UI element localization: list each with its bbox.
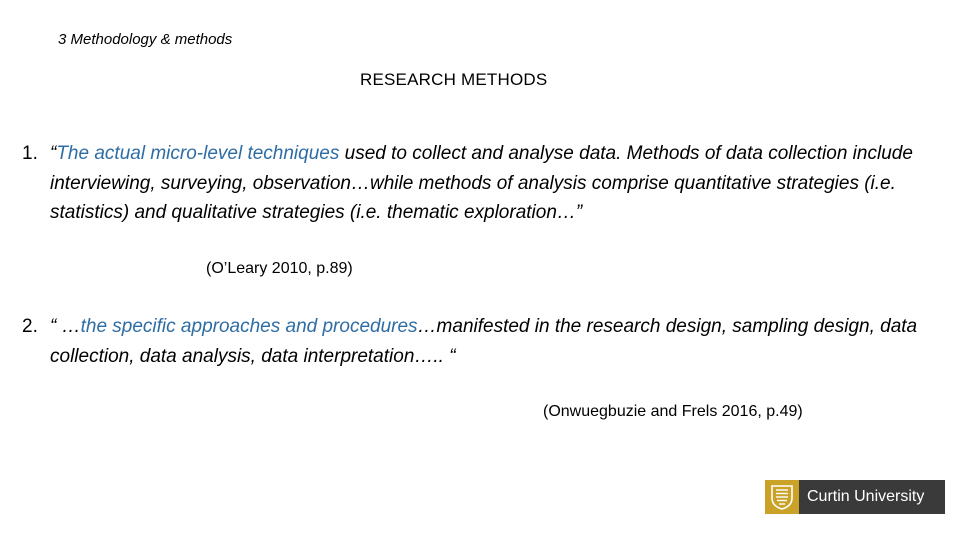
item-number: 2. — [22, 316, 38, 337]
item-number: 1. — [22, 143, 38, 164]
curtin-shield-icon — [765, 480, 799, 514]
curtin-university-logo — [765, 480, 945, 514]
logo-wordmark: Curtin University — [799, 480, 945, 514]
item-quote — [50, 312, 927, 371]
item-quote — [50, 139, 927, 228]
highlighted-phrase: The actual micro-level techniques — [56, 143, 340, 164]
quote-text: …manifested in the research design, sampling design, data collection, data analysis, data interpretation….. “ — [50, 316, 918, 367]
open-quote: “ … — [50, 316, 81, 337]
list-item — [22, 312, 927, 371]
quote-text: used to collect and analyse data. Methods of data collection include interviewing, surveying, observation…while methods of analysis comprise quantitative strategies (i.e. statistics) and qualitative strategies (i.e. thematic exploration…” — [50, 143, 913, 223]
list-item — [22, 139, 927, 228]
section-label: 3 Methodology & methods — [58, 31, 233, 48]
slide-title: RESEARCH METHODS — [360, 70, 548, 89]
open-quote: “ — [50, 143, 57, 164]
citation: (O’Leary 2010, p.89) — [206, 260, 353, 277]
highlighted-phrase: the specific approaches and procedures — [80, 316, 418, 337]
citation: (Onwuegbuzie and Frels 2016, p.49) — [543, 403, 803, 420]
